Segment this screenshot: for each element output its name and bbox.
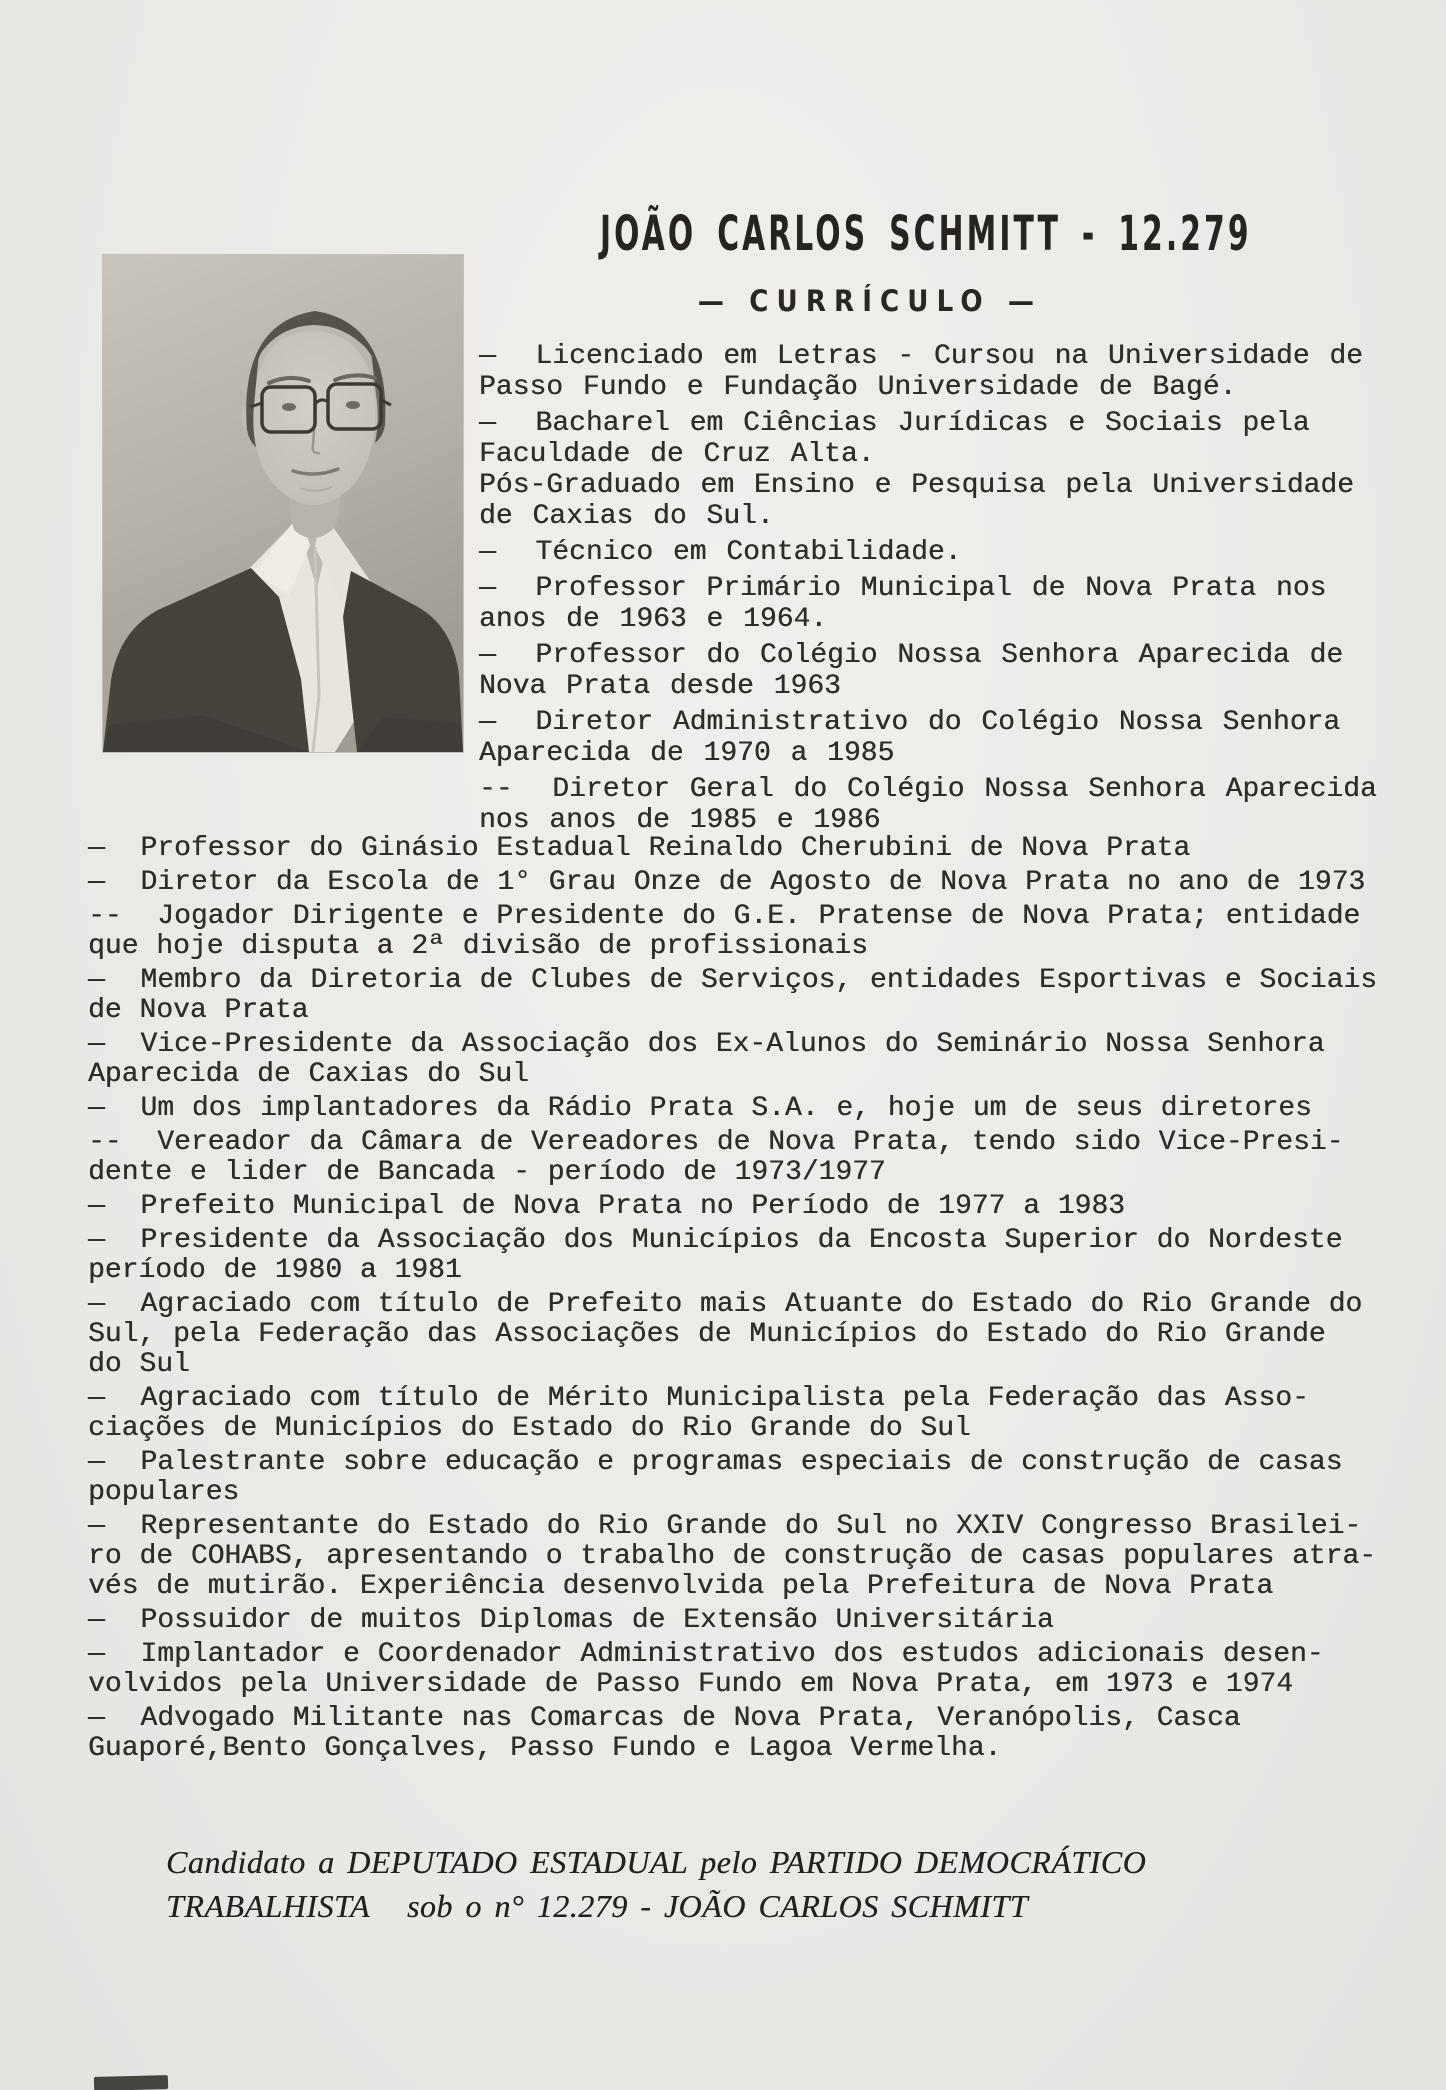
curriculum-item xyxy=(479,341,1409,403)
curriculum-line: Guaporé,Bento Gonçalves, Passo Fundo e Lagoa Vermelha. xyxy=(88,1733,1002,1764)
candidacy-statement xyxy=(166,1840,1346,1928)
curriculum-item xyxy=(88,966,1418,1026)
candidacy-statement-line: TRABALHISTA sob o n° 12.279 - JOÃO CARLOS SCHMITT xyxy=(166,1888,1029,1924)
curriculum-item xyxy=(88,1226,1418,1286)
curriculum-heading: — CURRÍCULO — xyxy=(697,284,1043,318)
curriculum-item xyxy=(88,1030,1418,1090)
curriculum-item xyxy=(479,774,1409,836)
curriculum-line: de Nova Prata xyxy=(88,995,309,1026)
scan-artifact-mark xyxy=(94,2075,168,2090)
curriculum-line: — Agraciado com título de Prefeito mais Atuante do Estado do Rio Grande do xyxy=(88,1289,1363,1320)
curriculum-line: ciações de Municípios do Estado do Rio Grande do Sul xyxy=(88,1413,971,1444)
candidacy-statement-line: Candidato a DEPUTADO ESTADUAL pelo PARTIDO DEMOCRÁTICO xyxy=(166,1844,1147,1880)
curriculum-line: — Diretor Administrativo do Colégio Nossa Senhora xyxy=(479,707,1341,738)
curriculum-item xyxy=(88,1094,1418,1124)
curriculum-line: populares xyxy=(88,1477,240,1508)
curriculum-line: ro de COHABS, apresentando o trabalho de construção de casas populares atra- xyxy=(88,1541,1377,1572)
curriculum-line: — Licenciado em Letras - Cursou na Universidade de xyxy=(479,341,1363,372)
curriculum-line: anos de 1963 e 1964. xyxy=(479,604,828,635)
curriculum-item xyxy=(88,1448,1418,1508)
curriculum-line: Aparecida de 1970 a 1985 xyxy=(479,738,895,769)
curriculum-item xyxy=(479,707,1409,769)
curriculum-line: volvidos pela Universidade de Passo Fundo em Nova Prata, em 1973 e 1974 xyxy=(88,1669,1293,1700)
curriculum-line: de Caxias do Sul. xyxy=(479,501,774,532)
curriculum-line: vés de mutirão. Experiência desenvolvida pela Prefeitura de Nova Prata xyxy=(88,1571,1274,1602)
curriculum-item xyxy=(479,537,1409,568)
curriculum-line: — Agraciado com título de Mérito Municipalista pela Federação das Asso- xyxy=(88,1383,1309,1414)
curriculum-item xyxy=(479,640,1409,702)
curriculum-line: — Advogado Militante nas Comarcas de Nova Prata, Veranópolis, Casca xyxy=(88,1703,1241,1734)
curriculum-line: — Diretor da Escola de 1° Grau Onze de Agosto de Nova Prata no ano de 1973 xyxy=(88,867,1366,898)
curriculum-line: — Professor do Ginásio Estadual Reinaldo Cherubini de Nova Prata xyxy=(88,833,1191,864)
curriculum-line: Sul, pela Federação das Associações de Municípios do Estado do Rio Grande xyxy=(88,1319,1326,1350)
curriculum-item xyxy=(88,868,1418,898)
curriculum-line: Pós-Graduado em Ensino e Pesquisa pela Universidade xyxy=(479,470,1354,501)
curriculum-item xyxy=(88,1192,1418,1222)
curriculum-line: Faculdade de Cruz Alta. xyxy=(479,439,875,470)
curriculum-line: Nova Prata desde 1963 xyxy=(479,671,841,702)
curriculum-item xyxy=(88,1290,1418,1380)
curriculum-item xyxy=(88,1384,1418,1444)
curriculum-item xyxy=(88,1606,1418,1636)
curriculum-line: -- Jogador Dirigente e Presidente do G.E. Pratense de Nova Prata; entidade xyxy=(88,901,1361,932)
curriculum-line: — Presidente da Associação dos Municípios da Encosta Superior do Nordeste xyxy=(88,1225,1343,1256)
curriculum-line: do Sul xyxy=(88,1349,190,1380)
curriculum-line: que hoje disputa a 2ª divisão de profissionais xyxy=(88,931,868,962)
curriculum-item xyxy=(88,1640,1418,1700)
curriculum-line: — Técnico em Contabilidade. xyxy=(479,537,962,568)
curriculum-item xyxy=(88,902,1418,962)
curriculum-line: Passo Fundo e Fundação Universidade de Bagé. xyxy=(479,372,1237,403)
curriculum-item xyxy=(88,1704,1418,1764)
curriculum-items-full-width xyxy=(88,834,1418,1764)
curriculum-item xyxy=(88,1512,1418,1602)
curriculum-items-beside-photo xyxy=(479,341,1409,836)
curriculum-item xyxy=(479,573,1409,635)
curriculum-line: — Professor do Colégio Nossa Senhora Aparecida de xyxy=(479,640,1344,671)
curriculum-line: — Implantador e Coordenador Administrativo dos estudos adicionais desen- xyxy=(88,1639,1324,1670)
curriculum-line: — Possuidor de muitos Diplomas de Extensão Universitária xyxy=(88,1605,1054,1636)
curriculum-item xyxy=(88,1128,1418,1188)
curriculum-line: Aparecida de Caxias do Sul xyxy=(88,1059,529,1090)
curriculum-line: dente e lider de Bancada - período de 1973/1977 xyxy=(88,1157,886,1188)
curriculum-line: — Professor Primário Municipal de Nova Prata nos xyxy=(479,573,1327,604)
curriculum-line: período de 1980 a 1981 xyxy=(88,1255,462,1286)
curriculum-line: — Membro da Diretoria de Clubes de Serviços, entidades Esportivas e Sociais xyxy=(88,965,1378,996)
curriculum-line: — Um dos implantadores da Rádio Prata S.A. e, hoje um de seus diretores xyxy=(88,1093,1312,1124)
page-title: JOÃO CARLOS SCHMITT - 12.279 xyxy=(600,206,1252,262)
curriculum-line: — Prefeito Municipal de Nova Prata no Período de 1977 a 1983 xyxy=(88,1191,1125,1222)
curriculum-line: — Representante do Estado do Rio Grande do Sul no XXIV Congresso Brasilei- xyxy=(88,1511,1362,1542)
curriculum-item xyxy=(479,408,1409,532)
curriculum-line: — Bacharel em Ciências Jurídicas e Sociais pela xyxy=(479,408,1310,439)
curriculum-item xyxy=(88,834,1418,864)
curriculum-line: — Vice-Presidente da Associação dos Ex-Alunos do Seminário Nossa Senhora xyxy=(88,1029,1325,1060)
curriculum-line: -- Diretor Geral do Colégio Nossa Senhora Aparecida xyxy=(479,774,1377,805)
curriculum-line: nos anos de 1985 e 1986 xyxy=(479,805,881,836)
curriculum-line: -- Vereador da Câmara de Vereadores de Nova Prata, tendo sido Vice-Presi- xyxy=(88,1127,1344,1158)
candidate-photo xyxy=(103,255,463,752)
curriculum-line: — Palestrante sobre educação e programas especiais de construção de casas xyxy=(88,1447,1343,1478)
portrait-illustration xyxy=(103,255,463,752)
